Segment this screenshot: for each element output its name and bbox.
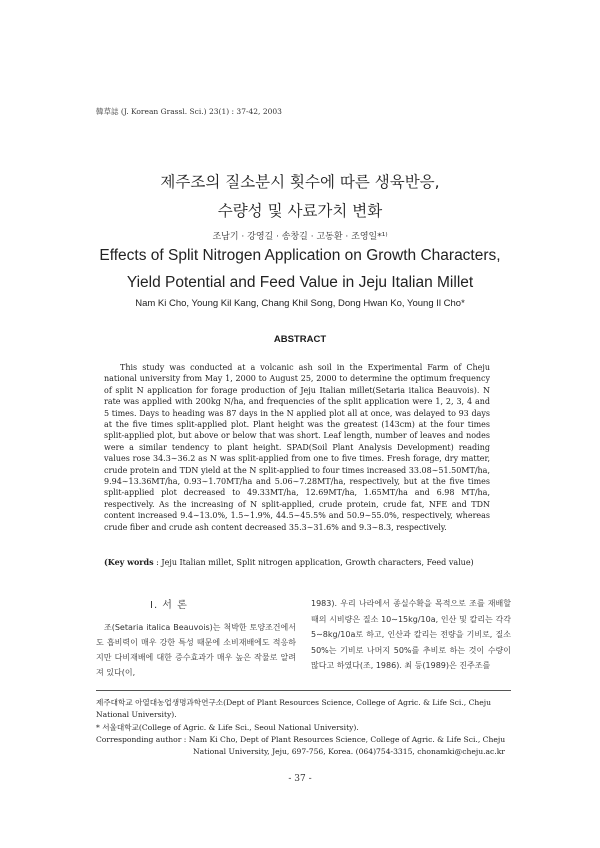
english-title-line-2: Yield Potential and Feed Value in Jeju Italian Millet (126, 274, 474, 291)
abstract-body (104, 362, 490, 533)
corresponding-line-1: Corresponding author : Nam Ki Cho, Dept of Plant Resources Science, College of Agric. & Life Sci., Cheju (96, 735, 506, 744)
page-number: - 37 - (288, 774, 312, 784)
intro-left-column (96, 620, 296, 680)
footnote-affiliation: 제주대학교 아열대농업생명과학연구소(Dept of Plant Resources Science, College of Agric. & Life Sci., Cheju National University). (96, 698, 492, 719)
keywords-label: (Key words (104, 557, 154, 567)
section-heading-introduction: Ⅰ. 서 론 (150, 600, 188, 611)
keywords-text: : Jeju Italian millet, Split nitrogen application, Growth characters, Feed value) (153, 558, 474, 567)
corresponding-line-2: National University, Jeju, 697-756, Korea. (064)754-3315, chonamki@cheju.ac.kr (193, 746, 505, 756)
intro-left-text: 조(Setaria italica Beauvois)는 척박한 토양조건에서도 흡비력이 매우 강한 특성 때문에 소비재배에도 적응하지만 다비재배에 대한 증수효과가 매우 높은 작물로 알려져 있다(이, (96, 623, 296, 677)
english-title-line-1: Effects of Split Nitrogen Application on Growth Characters, (99, 247, 501, 264)
journal-citation: 韓草誌 (J. Korean Grassl. Sci.) 23(1) : 37-42, 2003 (96, 107, 282, 116)
footnote-divider (96, 690, 511, 691)
korean-title-line-2: 수량성 및 사료가치 변화 (217, 202, 383, 220)
footnote-seoul: * 서울대학교(College of Agric. & Life Sci., Seoul National University). (96, 723, 359, 732)
english-authors: Nam Ki Cho, Young Kil Kang, Chang Khil Song, Dong Hwan Ko, Young Il Cho* (135, 298, 465, 309)
footnote-corresponding (96, 734, 511, 757)
keywords (104, 557, 504, 567)
abstract-heading: ABSTRACT (273, 334, 327, 345)
korean-authors: 조남기 · 강영길 · 송창길 · 고동환 · 조영일*¹⁾ (212, 232, 388, 242)
intro-right-column: 1983). 우리 나라에서 종실수확을 목적으로 조를 재배할 때의 시비량은 질소 10∼15kg/10a, 인산 및 칼리는 각각 5∼8kg/10a로 하고, 인산과 칼리는 전량을 기비로, 질소 50%는 기비로 나머지 50%를 추비로 하는 것이 수량이 많다고 하였다(조, 1986). 최 등(1989)은 진주조를 (311, 599, 511, 670)
korean-title-line-1: 제주조의 질소분시 횟수에 따른 생육반응, (160, 173, 440, 191)
abstract-text: This study was conducted at a volcanic ash soil in the Experimental Farm of Cheju national university from May 1, 2000 to August 25, 2000 to determine the optimum frequency of split N application for forage production of Jeju Italian millet(Setaria italica Beauvois). N rate was applied with 200kg N/ha, and frequencies of the split application were 1, 2, 3, 4 and 5 times. Days to heading was 87 days in the N applied plot all at once, was delayed to 93 days at the five times split-applied plot. Plant height was the greatest (143cm) at the four times split-applied plot, but above or below that was short. Leaf length, number of leaves and nodes were a similar tendency to plant height. SPAD(Soil Plant Analysis Development) reading values rose 34.3∼36.2 as N was split-applied from one to five times. Fresh forage, dry matter, crude protein and TDN yield at the N split-applied to four times increased 33.08∼51.50MT/ha, 9.94∼13.36MT/ha, 0.93∼1.70MT/ha and 5.06∼7.28MT/ha, respectively, but at the five times split-applied plot decreased to 49.33MT/ha, 12.69MT/ha, 1.65MT/ha and 6.98 MT/ha, respectively. As the increasing of N split-applied, crude protein, crude fat, NFE and TDN content increased 9.4∼13.0%, 1.5∼1.9%, 44.5∼45.5% and 50.9∼55.0%, respectively, whereas crude fiber and crude ash content decreased 35.3∼31.6% and 9.3∼8.3, respectively. (104, 363, 490, 532)
